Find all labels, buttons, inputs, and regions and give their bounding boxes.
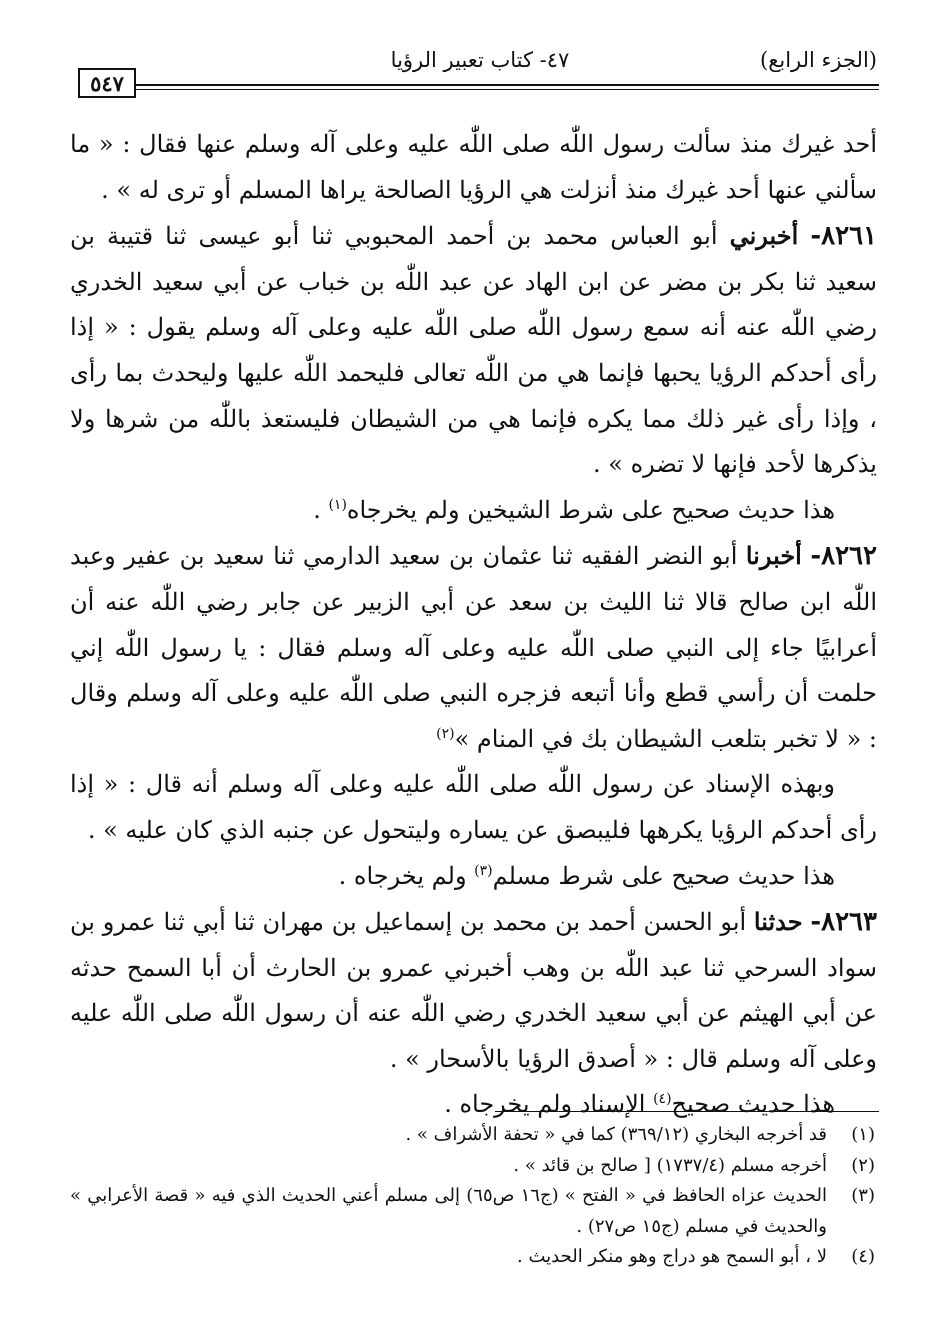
footnote-rule — [495, 1111, 879, 1112]
footnote-text: لا ، أبو السمح هو دراج وهو منكر الحديث . — [517, 1246, 827, 1267]
intro-paragraph: أحد غيرك منذ سألت رسول اللّٰه صلى اللّٰه عليه وعلى آله وسلم عنها فقال : « ما سألني عنها أحد غيرك منذ أنزلت هي الرؤيا الصالحة يراها المسلم أو ترى له » . — [70, 130, 877, 204]
footnote-number: (١) — [851, 1124, 875, 1145]
hadith-8262 — [70, 533, 877, 762]
footnote-item — [70, 1151, 875, 1182]
hadith-number: ٨٢٦١- — [810, 221, 877, 252]
grade-end: . — [313, 495, 329, 524]
hadith-number: ٨٢٦٣- — [810, 907, 877, 938]
grade-8261 — [70, 488, 877, 534]
hadith-number: ٨٢٦٢- — [810, 541, 877, 572]
header-rule-thin — [136, 89, 879, 90]
hadith-8261 — [70, 213, 877, 488]
header-rule-thick — [136, 84, 879, 86]
hadith-keyword: أخبرني — [729, 221, 799, 251]
footnotes — [70, 1120, 875, 1273]
footnote-item — [70, 1242, 875, 1273]
volume-label: (الجزء الرابع) — [760, 48, 877, 72]
hadith-keyword: أخبرنا — [745, 541, 802, 571]
grade-text: هذا حديث صحيح على شرط الشيخين ولم يخرجاه — [346, 495, 835, 524]
footnote-item — [70, 1181, 875, 1242]
footnote-item — [70, 1120, 875, 1151]
footnote-number: (٣) — [851, 1185, 875, 1206]
page-number: ٥٤٧ — [90, 70, 124, 96]
sub-hadith-8262: وبهذه الإسناد عن رسول اللّٰه صلى اللّٰه عليه وعلى آله وسلم أنه قال : « إذا رأى أحدكم الرؤيا يكرهها فليبصق عن يساره وليتحول عن جنبه الذي كان عليه » . — [70, 770, 877, 844]
grade-8262 — [70, 854, 877, 900]
footnote-ref[interactable]: (٣) — [474, 862, 493, 879]
footnote-number: (٤) — [851, 1246, 875, 1267]
chapter-title: ٤٧- كتاب تعبير الرؤيا — [390, 48, 570, 72]
grade-text: هذا حديث صحيح — [671, 1090, 835, 1119]
hadith-keyword: حدثنا — [753, 907, 803, 937]
hadith-8263 — [70, 899, 877, 1082]
footnote-ref[interactable]: (١) — [328, 496, 347, 513]
page-body — [70, 122, 877, 1128]
hadith-text: أبو الحسن أحمد بن محمد بن إسماعيل بن مهران ثنا أبي ثنا عمرو بن سواد السرحي ثنا عبد اللّٰه بن وهب أخبرني عمرو بن الحارث أن أبا السمح حدثه عن أبي الهيثم عن أبي سعيد الخدري رضي اللّٰه عنه أن رسول اللّٰه صلى اللّٰه عليه وعلى آله وسلم قال : « أصدق الرؤيا بالأسحار » . — [70, 908, 877, 1073]
hadith-text: أبو النضر الفقيه ثنا عثمان بن سعيد الدارمي ثنا سعيد بن عفير وعبد اللّٰه ابن صالح قالا ثنا الليث بن سعد عن أبي الزبير عن جابر رضي اللّٰه عنه أن أعرابيًا جاء إلى النبي صلى اللّٰه عليه وعلى آله وسلم فقال : يا رسول اللّٰه إني حلمت أن رأسي قطع وأنا أتبعه فزجره النبي صلى اللّٰه عليه وعلى آله وسلم وقال : « لا تخبر بتلعب الشيطان بك في المنام » — [70, 542, 877, 753]
footnote-text: أخرجه مسلم (١٧٣٧/٤) [ صالح بن قائد » . — [513, 1154, 827, 1176]
grade-end: الإسناد ولم يخرجاه . — [444, 1090, 654, 1119]
footnote-text: قد أخرجه البخاري (٣٦٩/١٢) كما في « تحفة الأشراف » . — [405, 1124, 827, 1145]
footnote-number: (٢) — [851, 1154, 875, 1176]
page-number-box — [78, 68, 136, 98]
footnote-ref[interactable]: (٤) — [653, 1091, 672, 1108]
grade-text: هذا حديث صحيح على شرط مسلم — [492, 861, 835, 890]
hadith-text: أبو العباس محمد بن أحمد المحبوبي ثنا أبو عيسى ثنا قتيبة بن سعيد ثنا بكر بن مضر عن ابن الهاد عن عبد اللّٰه بن خباب عن أبي سعيد الخدري رضي اللّٰه عنه أنه سمع رسول اللّٰه صلى اللّٰه عليه وعلى آله وسلم يقول : « إذا رأى أحدكم الرؤيا يحبها فإنما هي من اللّٰه تعالى فليحمد اللّٰه عليها وليحدث بما رأى ، وإذا رأى غير ذلك مما يكره فإنما هي من الشيطان فليستعذ باللّٰه من شرها ولا يذكرها لأحد فإنها لا تضره » . — [70, 222, 877, 479]
footnote-text: الحديث عزاه الحافظ في « الفتح » (ج١٦ ص٦٥) إلى مسلم أعني الحديث الذي فيه « قصة الأعرابي » والحديث في مسلم (ج١٥ ص٢٧) . — [70, 1185, 827, 1237]
grade-end: ولم يخرجاه . — [338, 861, 475, 890]
footnote-ref[interactable]: (٢) — [436, 725, 455, 742]
